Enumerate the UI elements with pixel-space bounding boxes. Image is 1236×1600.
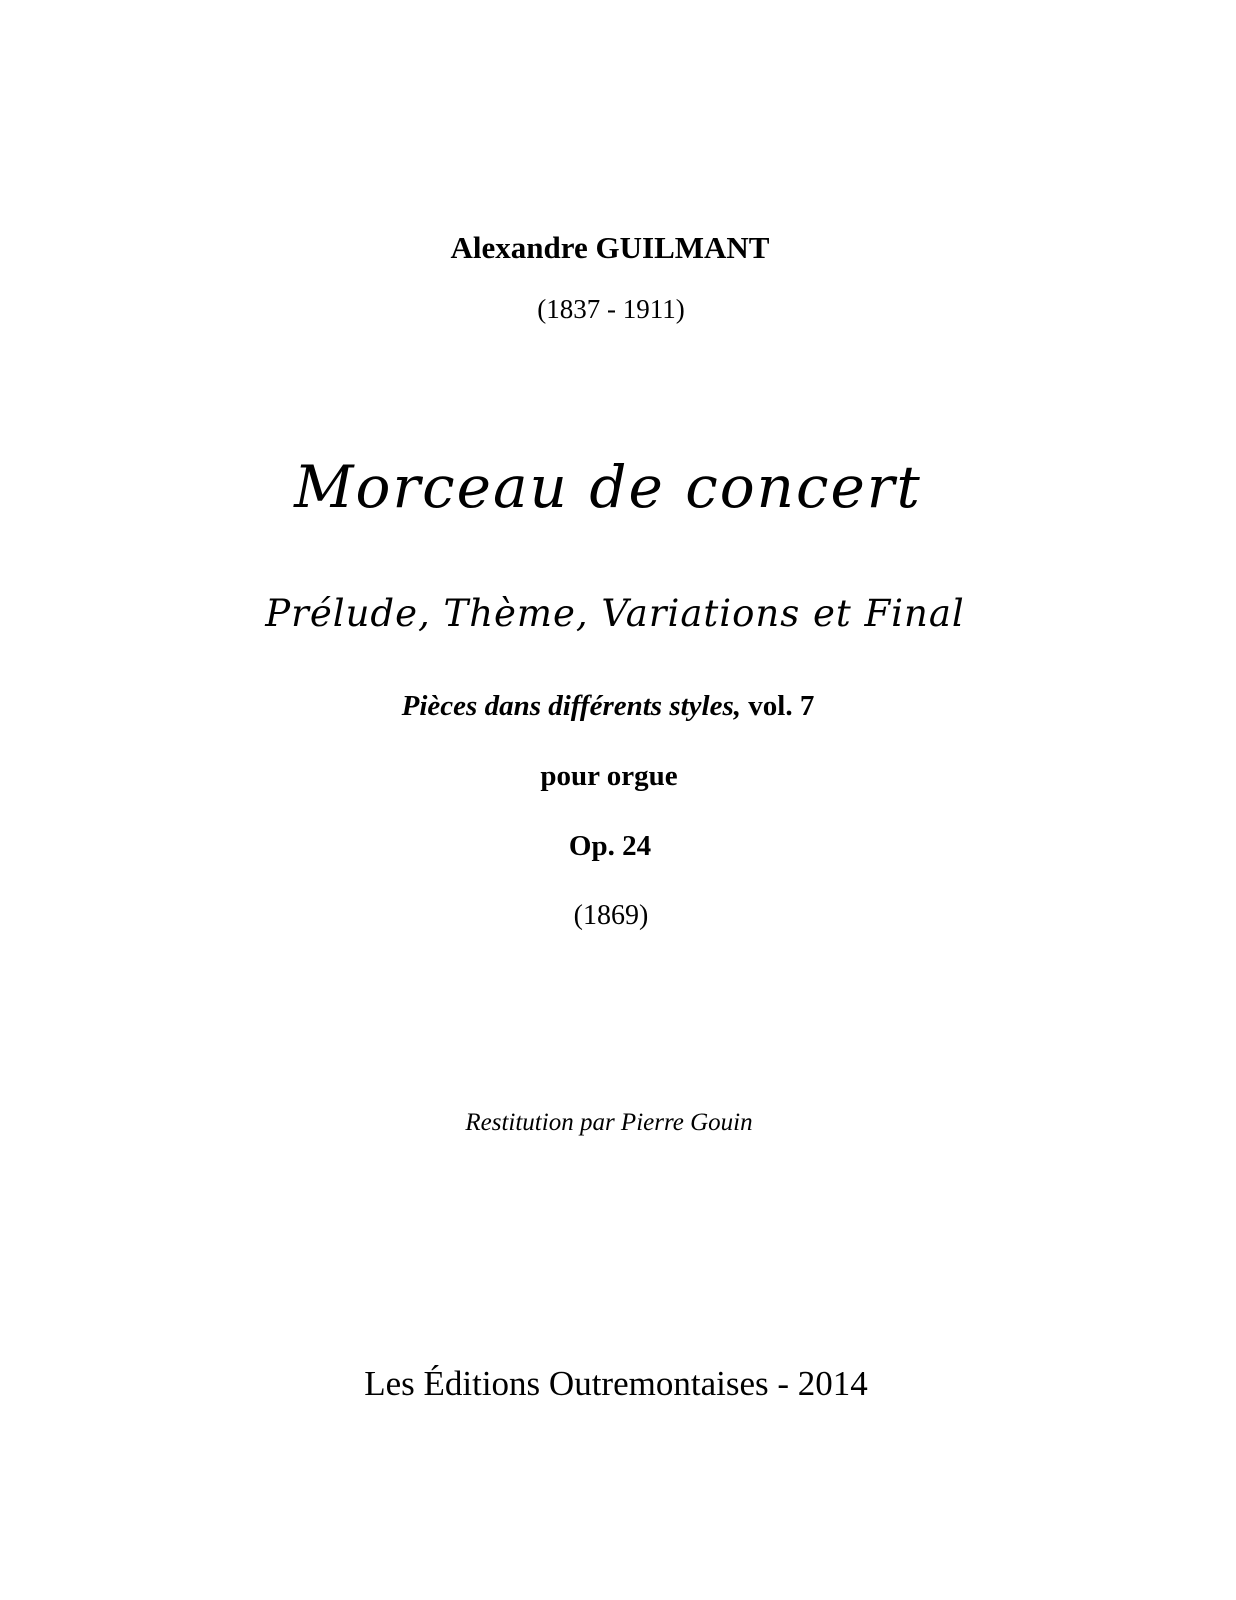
collection-volume: vol. 7	[748, 690, 815, 722]
publisher-line: Les Éditions Outremontaises - 2014	[364, 1364, 868, 1403]
composer-dates: (1837 - 1911)	[537, 294, 685, 324]
instrument: pour orgue	[540, 760, 678, 792]
composer-last-name: GUILMANT	[595, 230, 770, 265]
work-title: Morceau de concert	[294, 453, 922, 521]
composer-first-name: Alexandre	[450, 230, 588, 265]
composer-name	[0, 232, 1228, 263]
collection-line	[0, 692, 1226, 721]
work-subtitle: Prélude, Thème, Variations et Final	[265, 592, 965, 635]
restitution-credit: Restitution par Pierre Gouin	[465, 1109, 753, 1136]
collection-name: Pièces dans différents styles,	[401, 690, 742, 722]
opus-number: Op. 24	[568, 830, 652, 862]
composition-year: (1869)	[573, 900, 649, 931]
